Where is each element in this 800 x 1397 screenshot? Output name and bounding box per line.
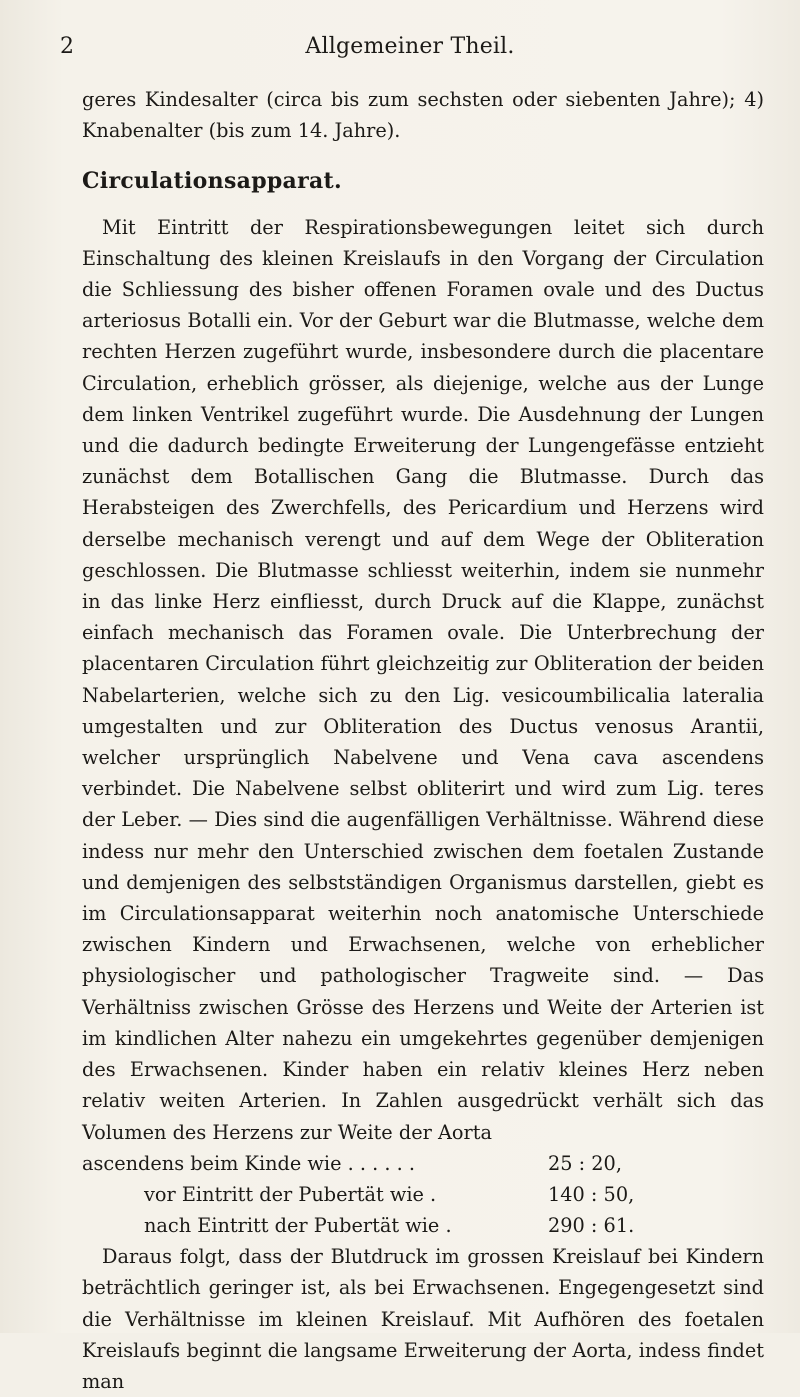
running-title: Allgemeiner Theil. <box>305 34 515 59</box>
ratio-row-before-puberty <box>82 1179 764 1210</box>
ratio-label: nach Eintritt der Pubertät wie . <box>144 1214 452 1238</box>
ratio-row-child <box>82 1148 764 1179</box>
ratio-row-after-puberty <box>82 1210 764 1241</box>
ratio-label: ascendens beim Kinde wie . . . . . . <box>82 1151 416 1175</box>
page-body <box>82 84 764 1397</box>
paragraph-blood-pressure: Daraus folgt, dass der Blutdruck im grossen Kreislauf bei Kindern beträchtlich geringer ist, als bei Erwachsenen. Engegengesetzt sind die Verhältnisse im kleinen Kreislauf. Mit Aufhören des foetalen Kreislaufs beginnt die langsame Erweiterung der Aorta, indess findet man <box>82 1245 764 1394</box>
page-header <box>60 34 760 64</box>
paragraph-circulation: Mit Eintritt der Respirationsbewegungen leitet sich durch Einschaltung des kleinen Kreislaufs in den Vorgang der Circulation die Schliessung des bisher offenen Foramen ovale und des Ductus arteriosus Botalli ein. Vor der Geburt war die Blutmasse, welche dem rechten Herzen zugeführt wurde, insbesondere durch die placentare Circulation, erheblich grösser, als diejenige, welche aus der Lunge dem linken Ventrikel zugeführt wurde. Die Ausdehnung der Lungen und die dadurch bedingte Erweiterung der Lungengefässe entzieht zunächst dem Botallischen Gang die Blutmasse. Durch das Herabsteigen des Zwerchfells, des Pericardium und Herzens wird derselbe mechanisch verengt und auf dem Wege der Obliteration geschlossen. Die Blutmasse schliesst weiterhin, indem sie nunmehr in das linke Herz einfliesst, durch Druck auf die Klappe, zunächst einfach mechanisch das Foramen ovale. Die Unterbrechung der placentaren Circulation führt gleichzeitig zur Obliteration der beiden Nabelarterien, welche sich zu den Lig. vesicoumbilicalia lateralia umgestalten und zur Obliteration des Ductus venosus Arantii, welcher ursprünglich Nabelvene und Vena cava ascendens verbindet. Die Nabelvene selbst obliterirt und wird zum Lig. teres der Leber. — Dies sind die augenfälligen Verhältnisse. Während diese indess nur mehr den Unterschied zwischen dem foetalen Zustande und demjenigen des selbstständigen Organismus darstellen, giebt es im Circulationsapparat weiterhin noch anatomische Unterschiede zwischen Kindern und Erwachsenen, welche von erheblicher physiologischer und pathologischer Tragweite sind. — Das Verhältniss zwischen Grösse des Herzens und Weite der Arterien ist im kindlichen Alter nahezu ein umgekehrtes gegenüber demjenigen des Erwachsenen. Kinder haben ein relativ kleines Herz neben relativ weiten Arterien. In Zahlen ausgedrückt verhält sich das Volumen des Herzens zur Weite der Aorta <box>82 215 764 1144</box>
ratio-label: vor Eintritt der Pubertät wie . <box>144 1182 437 1206</box>
intro-paragraph: geres Kindesalter (circa bis zum sechsten oder siebenten Jahre); 4) Knabenalter (bis zum 14. Jahre). <box>82 88 764 143</box>
ratio-table <box>82 1148 764 1242</box>
ratio-value: 140 : 50, <box>548 1182 635 1206</box>
ratio-value: 25 : 20, <box>548 1151 622 1175</box>
section-heading: Circulationsapparat. <box>82 168 342 195</box>
page-number: 2 <box>60 34 74 59</box>
ratio-value: 290 : 61. <box>548 1214 635 1238</box>
